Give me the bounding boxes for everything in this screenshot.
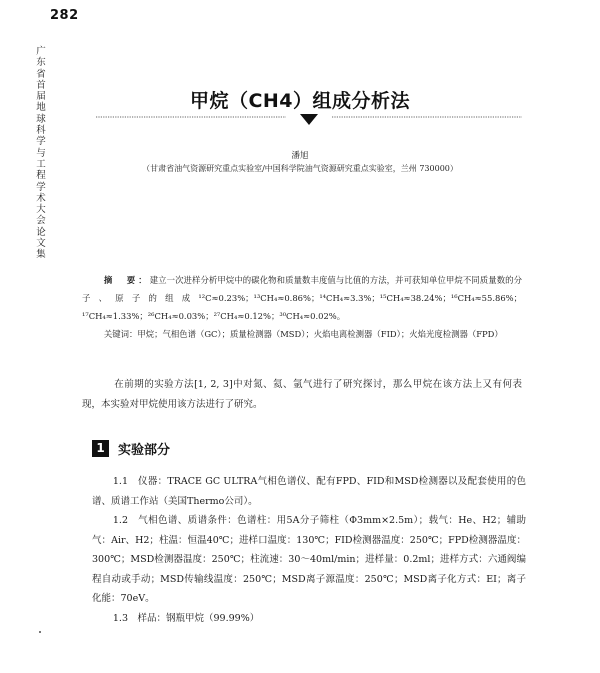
- keywords-paragraph: [82, 325, 522, 343]
- running-title: 广东省首届地球科学与工程学术大会论文集: [36, 46, 46, 261]
- section-body: [92, 472, 526, 628]
- intro-paragraph: 在前期的实验方法[1, 2, 3]中对氮、氦、氩气进行了研究探讨，那么甲烷在该方法上又有何表现，本实验对甲烷使用该方法进行了研究。: [82, 379, 522, 410]
- title-divider: [96, 114, 522, 126]
- title-divider-arrow-icon: [300, 114, 318, 125]
- page-number: 282: [50, 8, 79, 23]
- abstract: [82, 271, 522, 343]
- keywords-text: 甲烷；气相色谱（GC）；质量检测器（MSD）；火焰电离检测器（FID）；火焰光度检测器（FPD）: [137, 329, 503, 339]
- section-heading: [92, 438, 170, 458]
- affiliation: （甘肃省油气资源研究重点实验室/中国科学院油气资源研究重点实验室，兰州 730000）: [142, 164, 458, 173]
- section-paragraph-instruments: 1.1 仪器：TRACE GC ULTRA气相色谱仪、配有FPD、FID和MSD检测器以及配套使用的色谱、质谱工作站（美国Thermo公司）。: [92, 476, 526, 507]
- author: 潘旭: [291, 151, 309, 161]
- abstract-label: 摘 要：: [103, 275, 150, 285]
- paper-title: 甲烷（CH4）组成分析法: [189, 90, 411, 112]
- section-title: 实验部分: [118, 442, 171, 458]
- section-paragraph-sample: 1.3 样品：钢瓶甲烷（99.99%）: [112, 612, 260, 624]
- abstract-text: 建立一次进样分析甲烷中的碳化物和质量数丰度值与比值的方法，并可获知单位甲烷不同质量数的分子、原子的组成¹²C≈0.23%；¹³CH₄≈0.86%；¹⁴CH₄≈3.3%；¹⁵CH₄≈38.24%；¹⁶CH₄≈55.86%；¹⁷CH₄≈1.33%；²⁶CH₄≈0.03%；²⁷CH₄≈0.12%；³⁰CH₄≈0.02%。: [82, 275, 523, 321]
- section-paragraph-conditions: 1.2 气相色谱、质谱条件：色谱柱：用5A分子筛柱（Φ3mm×2.5m）；载气：He、H2；辅助气：Air、H2；柱温：恒温40℃；进样口温度：130℃；FID检测器温度：250℃；FPD检测器温度：300℃；MSD检测器温度：250℃；柱流速：30～40ml/min；进样量：0.2ml；进样方式：六通阀编程自动或手动；MSD传输线温度：250℃；MSD离子源温度：250℃；MSD离子化方式：EI；离子化能：70eV。: [92, 515, 526, 604]
- keywords-label: 关键词：: [103, 329, 138, 339]
- abstract-paragraph: [82, 271, 522, 325]
- introduction: [82, 375, 522, 415]
- scan-speck: [39, 631, 41, 633]
- section-number-badge: 1: [92, 440, 109, 457]
